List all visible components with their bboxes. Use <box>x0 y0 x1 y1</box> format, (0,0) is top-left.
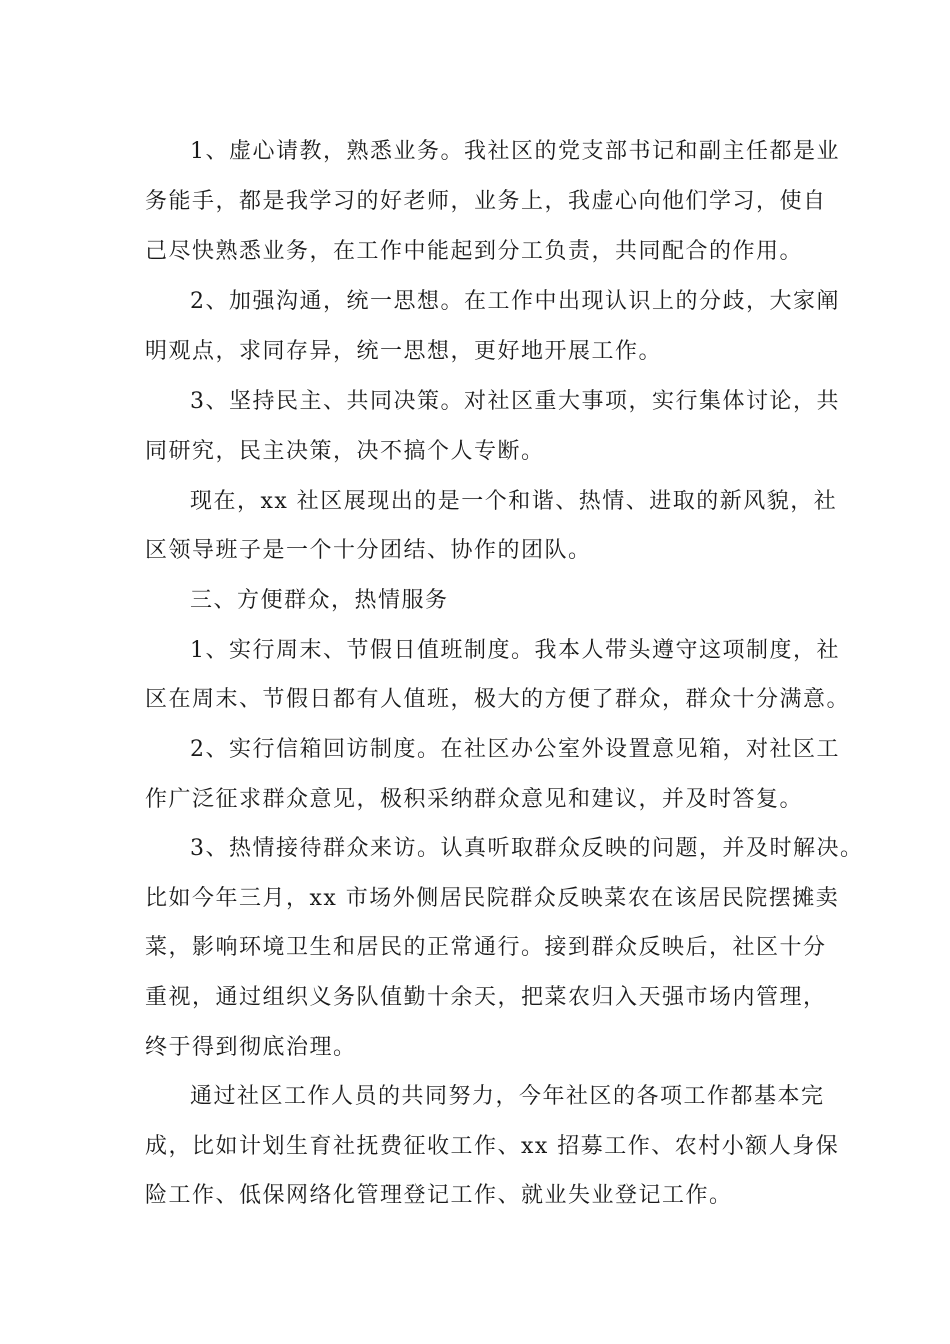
text-line: 菜，影响环境卫生和居民的正常通行。接到群众反映后，社区十分 <box>145 935 827 960</box>
text-line: 险工作、低保网络化管理登记工作、就业失业登记工作。 <box>145 1183 733 1208</box>
text-line: 3、坚持民主、共同决策。对社区重大事项，实行集体讨论，共 <box>190 389 840 414</box>
text-line: 现在，xx 社区展现出的是一个和谐、热情、进取的新风貌，社 <box>190 489 838 514</box>
text-line: 重视，通过组织义务队值勤十余天，把菜农归入天强市场内管理， <box>145 985 827 1010</box>
text-line: 2、实行信箱回访制度。在社区办公室外设置意见箱，对社区工 <box>190 737 840 762</box>
text-line: 作广泛征求群众意见，极积采纳群众意见和建议，并及时答复。 <box>145 787 804 812</box>
text-line: 2、加强沟通，统一思想。在工作中出现认识上的分歧，大家阐 <box>190 289 840 314</box>
section-heading: 三、方便群众，热情服务 <box>190 588 449 613</box>
text-line: 比如今年三月，xx 市场外侧居民院群众反映菜农在该居民院摆摊卖 <box>145 886 840 911</box>
text-line: 1、实行周末、节假日值班制度。我本人带头遵守这项制度，社 <box>190 638 840 663</box>
text-line: 3、热情接待群众来访。认真听取群众反映的问题，并及时解决。 <box>190 836 864 861</box>
text-line: 务能手，都是我学习的好老师，业务上，我虚心向他们学习，使自 <box>145 189 827 214</box>
text-line: 同研究，民主决策，决不搞个人专断。 <box>145 439 545 464</box>
text-line: 明观点，求同存异，统一思想，更好地开展工作。 <box>145 339 663 364</box>
text-line: 成，比如计划生育社抚费征收工作、xx 招募工作、农村小额人身保 <box>145 1134 840 1159</box>
text-line: 区在周末、节假日都有人值班，极大的方便了群众，群众十分满意。 <box>145 687 851 712</box>
text-line: 己尽快熟悉业务，在工作中能起到分工负责，共同配合的作用。 <box>145 239 804 264</box>
text-line: 1、虚心请教，熟悉业务。我社区的党支部书记和副主任都是业 <box>190 139 840 164</box>
text-line: 区领导班子是一个十分团结、协作的团队。 <box>145 538 592 563</box>
text-line: 终于得到彻底治理。 <box>145 1035 357 1060</box>
text-line: 通过社区工作人员的共同努力，今年社区的各项工作都基本完 <box>190 1084 825 1109</box>
